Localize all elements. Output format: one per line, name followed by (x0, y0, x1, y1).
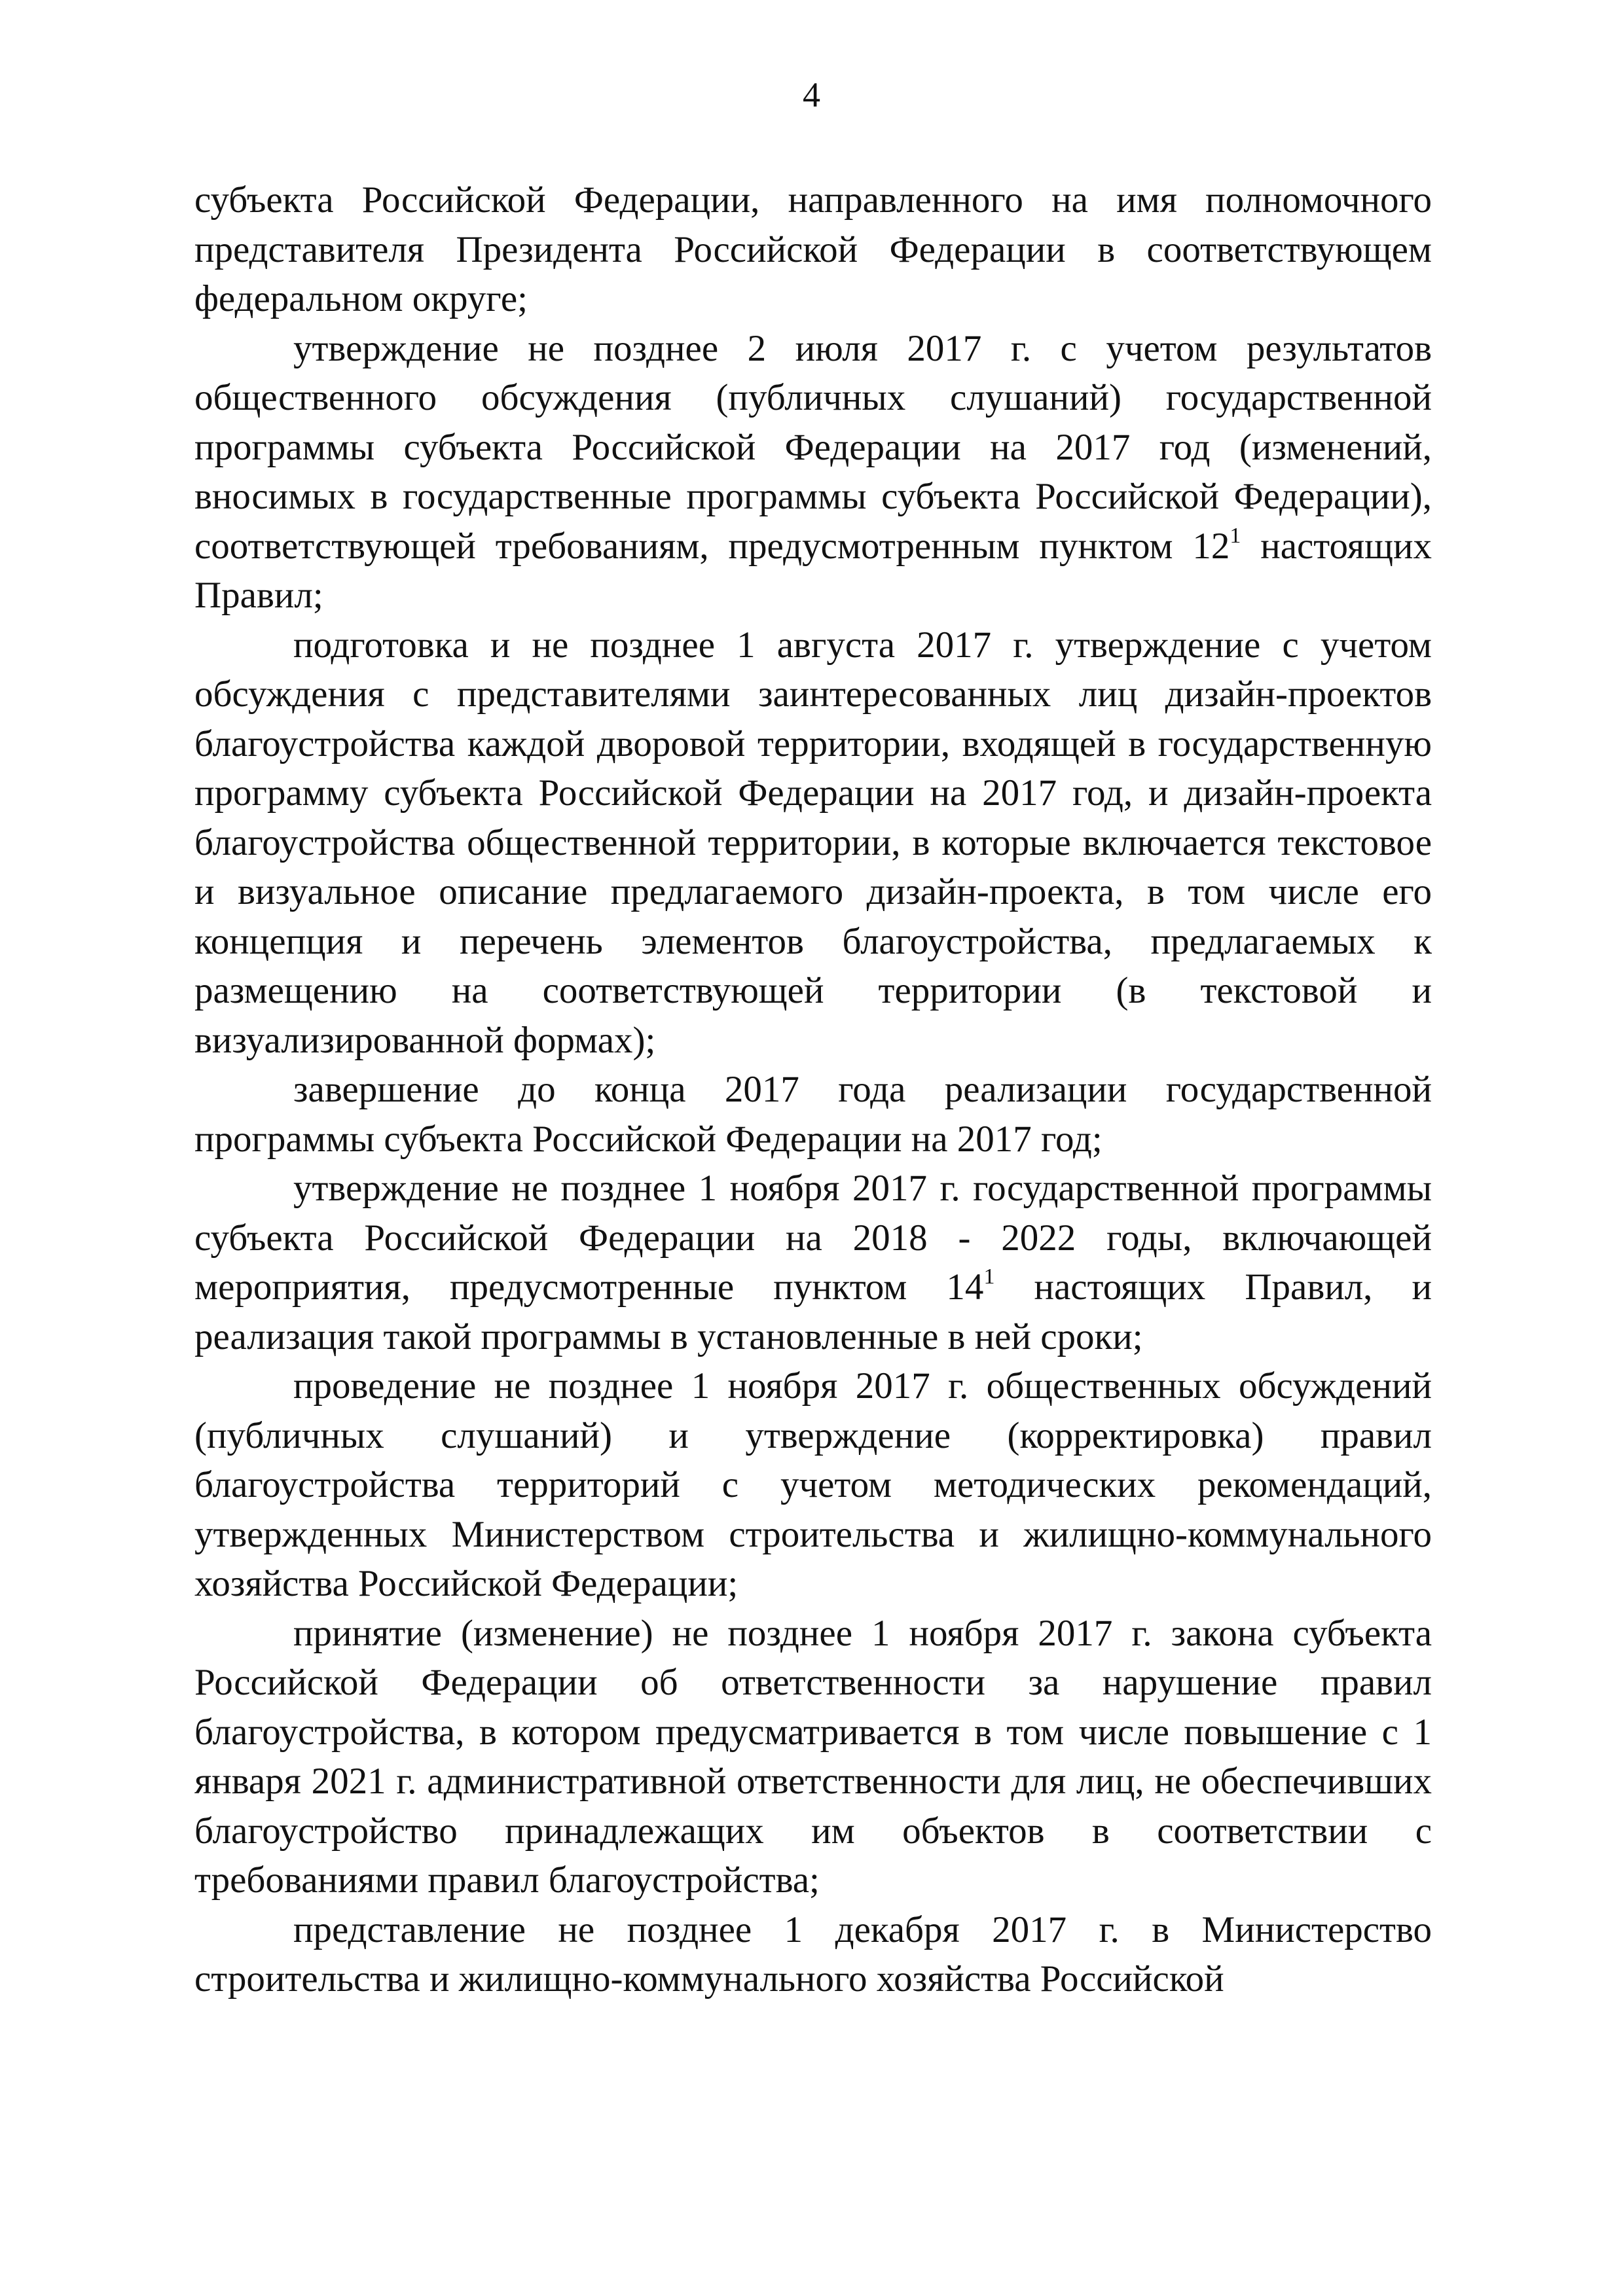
superscript: 1 (983, 1265, 995, 1289)
page-number: 4 (803, 75, 820, 115)
paragraph-design-projects: подготовка и не позднее 1 августа 2017 г. утверждение с учетом обсуждения с представителями заинтересованных лиц дизайн-проектов благоустройства каждой дворовой территории, входящей в государственную программу субъекта Российской Федерации на 2017 год, и дизайн-проекта благоустройства общественной территории, в которые включается текстовое и визуальное описание предлагаемого дизайн-проекта, в том числе его концепция и перечень элементов благоустройства, предлагаемых к размещению на соответствующей территории (в текстовой и визуализированной формах); (194, 624, 1432, 1061)
paragraph-approval-november (194, 1164, 1432, 1361)
paragraph-text: утверждение не позднее 2 июля 2017 г. с учетом результатов общественного обсуждения (публичных слушаний) государственной программы субъекта Российской Федерации на 2017 год (изменений, вносимых в государственные программы субъекта Российской Федерации), соответствующей требованиям, предусмотренным пунктом 12 (194, 327, 1432, 567)
paragraph-law-adoption: принятие (изменение) не позднее 1 ноября 2017 г. закона субъекта Российской Федерации об ответственности за нарушение правил благоустройства, в котором предусматривается в том числе повышение с 1 января 2021 г. административной ответственности для лиц, не обеспечивших благоустройство принадлежащих им объектов в соответствии с требованиями правил благоустройства; (194, 1612, 1432, 1901)
paragraph-approval-july (194, 324, 1432, 620)
paragraph-completion: завершение до конца 2017 года реализации государственной программы субъекта Российской Федерации на 2017 год; (194, 1069, 1432, 1160)
superscript: 1 (1230, 523, 1241, 548)
paragraph-text: утверждение не позднее 1 ноября 2017 г. государственной программы субъекта Российской Федерации на 2018 - 2022 годы, включающей мероприятия, предусмотренные пунктом 14 (194, 1168, 1432, 1308)
paragraph-public-hearings: проведение не позднее 1 ноября 2017 г. общественных обсуждений (публичных слушаний) и утверждение (корректировка) правил благоустройства территорий с учетом методических рекомендаций, утвержденных Министерством строительства и жилищно-коммунального хозяйства Российской Федерации; (194, 1365, 1432, 1604)
paragraph-text: настоящих Правил, и реализация такой программы в установленные в ней сроки; (194, 1266, 1432, 1357)
paragraph-submission: представление не позднее 1 декабря 2017 г. в Министерство строительства и жилищно-коммунального хозяйства Российской (194, 1909, 1432, 2000)
paragraph-continuation: субъекта Российской Федерации, направленного на имя полномочного представителя Президента Российской Федерации в соответствующем федеральном округе; (194, 179, 1432, 319)
document-body (194, 175, 1432, 2004)
paragraph-text: настоящих Правил; (194, 525, 1432, 616)
